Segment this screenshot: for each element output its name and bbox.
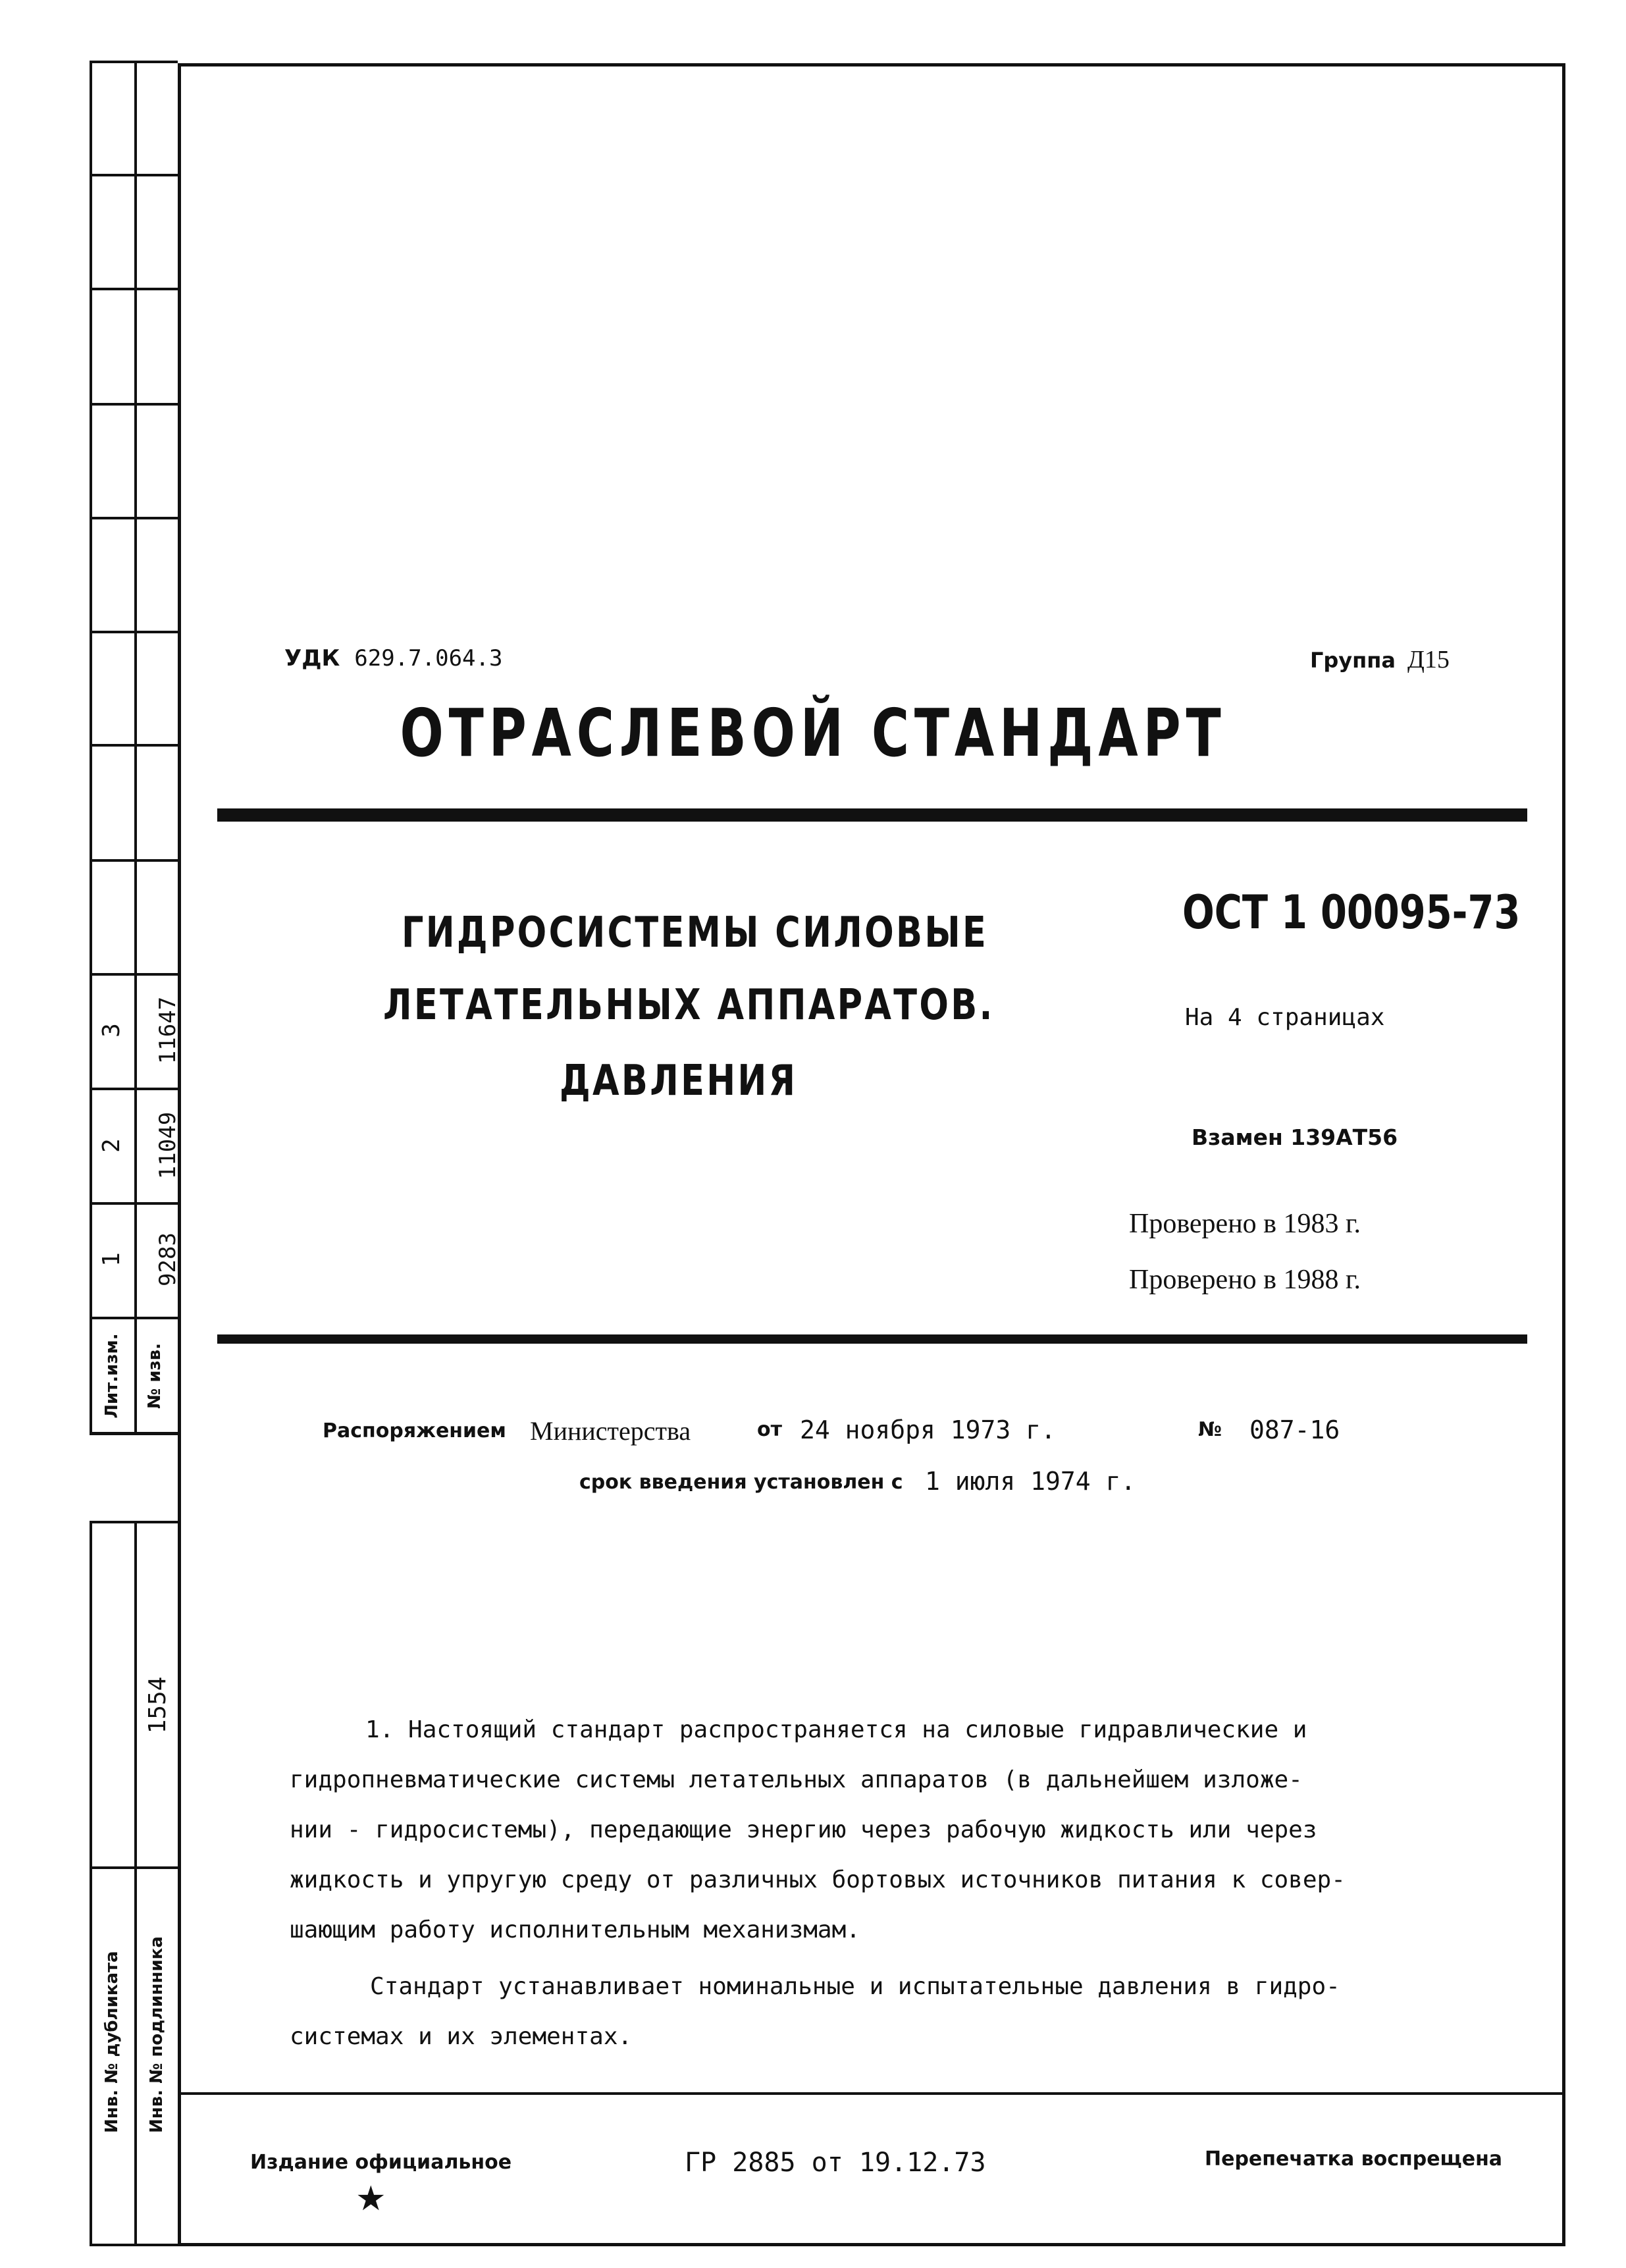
reprint-prohibited: Перепечатка воспрещена — [1205, 2148, 1503, 2171]
revision-3: 3 — [98, 1023, 125, 1038]
para1-line-4: жидкость и упругую среду от различных бортовых источников питания к совер- — [290, 1866, 1346, 1893]
revision-2: 2 — [98, 1138, 125, 1153]
side-table-lower — [90, 1521, 178, 2246]
registration-number: ГР 2885 от 19.12.73 — [685, 2148, 986, 2178]
udk-label: УДК — [284, 645, 340, 672]
para2-line-1: Стандарт устанавливает номинальные и испытательные давления в гидро- — [370, 1973, 1340, 2000]
order-number: 087-16 — [1249, 1415, 1340, 1444]
order-line-2 — [579, 1467, 1238, 1506]
order-label: Распоряжением — [323, 1419, 506, 1442]
checked-1983: Проверено в 1983 г. — [1129, 1209, 1361, 1239]
order-ministry: Министерства — [530, 1416, 691, 1446]
para1-line-2: гидропневматические системы летательных аппаратов (в дальнейшем изложе- — [290, 1766, 1303, 1793]
checked-1988: Проверено в 1988 г. — [1129, 1265, 1361, 1295]
para2-line-2: системах и их элементах. — [290, 2023, 633, 2050]
standard-number: ОСТ 1 00095-73 — [1182, 885, 1521, 939]
order-line-1 — [323, 1415, 1442, 1455]
star-icon: ★ — [355, 2179, 386, 2219]
title-line-3: ДАВЛЕНИЯ — [560, 1057, 798, 1105]
group-value: Д15 — [1407, 646, 1450, 673]
inv-number: 1554 — [144, 1676, 171, 1734]
order-date: 24 ноября 1973 г. — [800, 1415, 1056, 1444]
label-inv-original: Инв. № подлинника — [147, 1936, 167, 2133]
change-number-11049: 11049 — [155, 1111, 181, 1180]
pages-count: На 4 страницах — [1185, 1004, 1385, 1031]
paragraph-2 — [290, 1962, 1488, 2062]
revision-1: 1 — [98, 1252, 125, 1267]
footer-divider — [178, 2092, 1565, 2095]
paragraph-1 — [290, 1705, 1488, 1955]
change-number-11647: 11647 — [155, 996, 181, 1065]
label-lit-izm: Лит.изм. — [102, 1333, 122, 1419]
label-inv-duplicate: Инв. № дубликата — [102, 1951, 122, 2133]
main-title: ОТРАСЛЕВОЙ СТАНДАРТ — [400, 695, 1226, 772]
order-number-label: № — [1198, 1418, 1222, 1441]
group-line — [1310, 645, 1450, 678]
replaces: Взамен 139АТ56 — [1192, 1124, 1398, 1150]
title-line-2: ЛЕТАТЕЛЬНЫХ АППАРАТОВ. — [383, 981, 995, 1030]
official-edition: Издание официальное — [250, 2151, 512, 2174]
udk-value: 629.7.064.3 — [354, 645, 503, 672]
para1-line-3: нии - гидросистемы), передающие энергию через рабочую жидкость или через — [290, 1816, 1317, 1843]
order-from: от — [757, 1418, 782, 1441]
effective-date: 1 июля 1974 г. — [925, 1467, 1136, 1496]
para1-line-5: шающим работу исполнительным механизмам. — [290, 1916, 860, 1943]
udk-line — [284, 645, 502, 678]
title-line-1: ГИДРОСИСТЕМЫ СИЛОВЫЕ — [402, 909, 989, 957]
group-label: Группа — [1310, 648, 1396, 673]
label-n-izv: № изв. — [145, 1343, 165, 1409]
title-rule-bottom — [217, 1334, 1527, 1344]
change-number-9283: 9283 — [155, 1232, 181, 1286]
para1-line-1: 1. Настоящий стандарт распространяется на силовые гидравлические и — [365, 1716, 1307, 1743]
title-rule-top — [217, 808, 1527, 822]
effective-label: срок введения установлен с — [579, 1471, 903, 1494]
